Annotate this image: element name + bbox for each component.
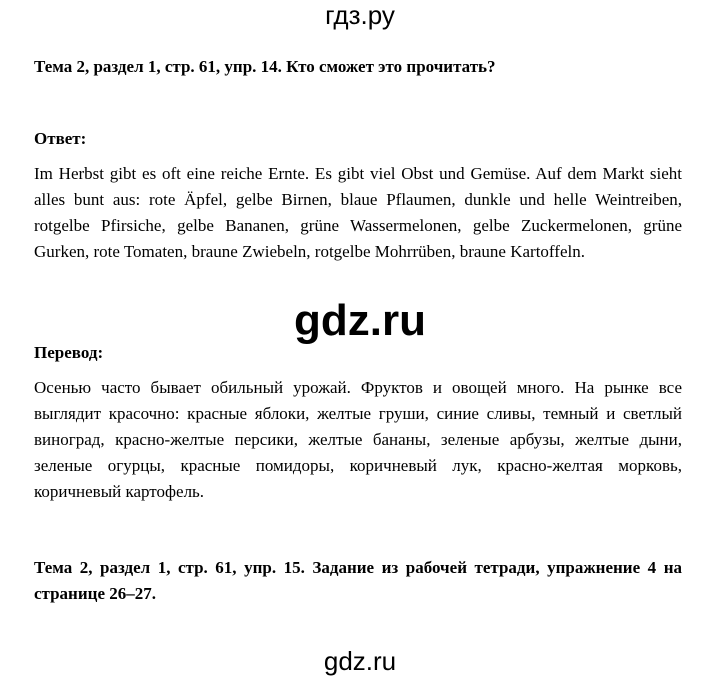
answer-text: Im Herbst gibt es oft eine reiche Ernte. Es gibt viel Obst und Gemüse. Auf dem Markt sieht alles bunt aus: rote Äpfel, gelbe Birnen, blaue Pflaumen, dunkle und helle Weintreiben, rotgelbe Pfirsiche, gelbe Bananen, grüne Wassermelonen, gelbe Zuckermelonen, grüne Gurken, rote Tomaten, braune Zwiebeln, rotgelbe Mohrrüben, braune Kartoffeln. bbox=[34, 164, 682, 261]
watermark-footer: gdz.ru bbox=[323, 646, 397, 676]
translation-label: Перевод: bbox=[34, 343, 104, 362]
task-heading-exercise-15: Тема 2, раздел 1, стр. 61, упр. 15. Задание из рабочей тетради, упражнение 4 на странице 26–27. bbox=[34, 558, 682, 603]
translation-text: Осенью часто бывает обильный урожай. Фруктов и овощей много. На рынке все выглядит красочно: красные яблоки, желтые груши, синие сливы, темный и светлый виноград, красно-желтые персики, желтые бананы, зеленые арбузы, желтые дыни, зеленые огурцы, красные помидоры, коричневый лук, красно-желтая морковь, коричневый картофель. bbox=[34, 378, 682, 501]
watermark-center: gdz.ru bbox=[294, 296, 426, 345]
task-heading-exercise-14: Тема 2, раздел 1, стр. 61, упр. 14. Кто сможет это прочитать? bbox=[34, 57, 496, 76]
answer-label: Ответ: bbox=[34, 129, 87, 148]
site-header: гдз.ру bbox=[325, 0, 395, 30]
